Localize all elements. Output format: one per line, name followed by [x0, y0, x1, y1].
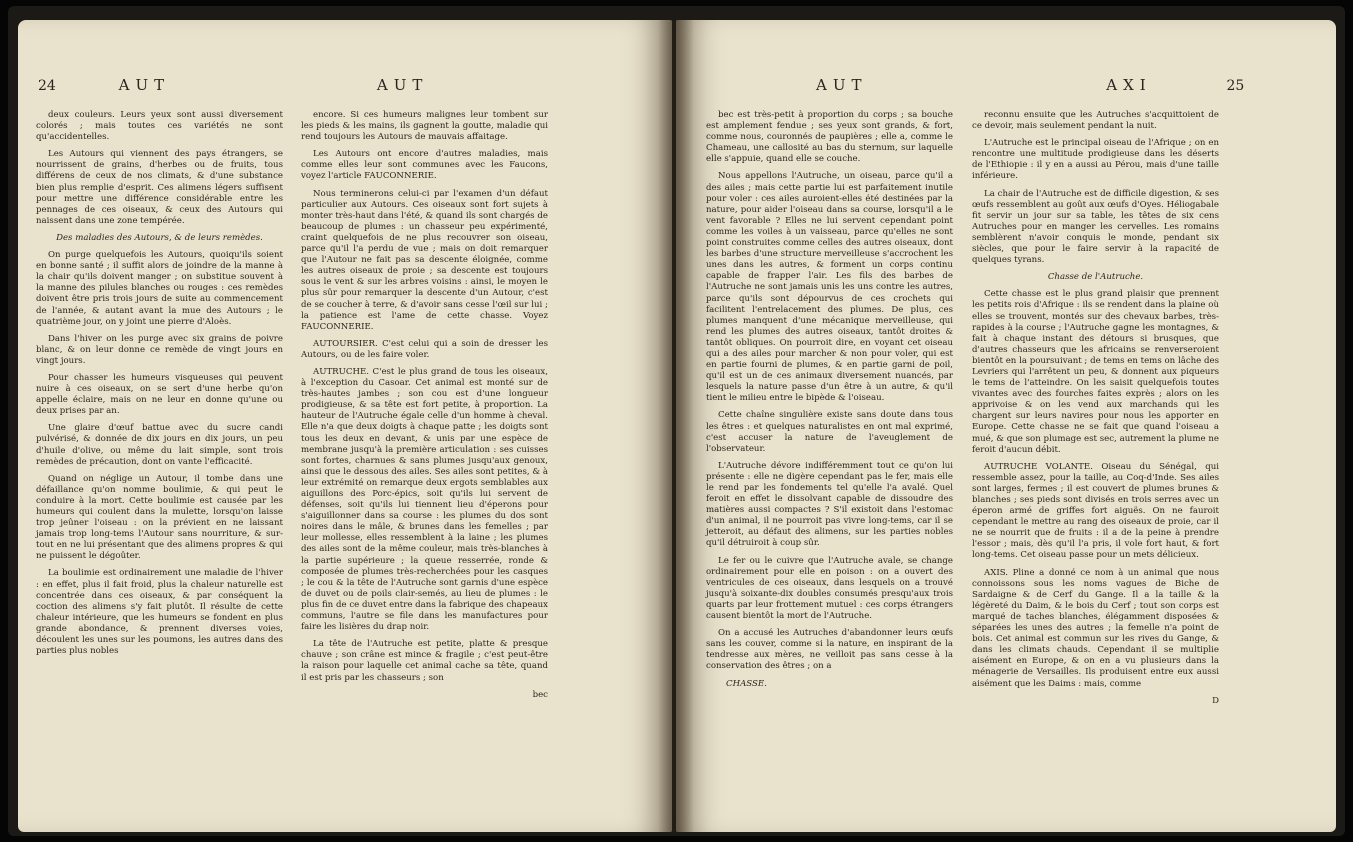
paragraph: La chair de l'Autruche est de difficile digestion, & ses œufs ressemblent au goût aux œufs d'Oyes. Héliogabale fit servir un jour sur sa table, les têtes de six cens Autruches pour en manger les cervelles. Les romains semblèrent n'avoir conquis le monde, pendant six siècles, que pour le faire servir à la rapacité de quelques tyrans. [972, 188, 1219, 266]
right-column-1 [706, 110, 953, 690]
left-page [18, 20, 672, 832]
right-page-header [816, 76, 1244, 94]
catchword: CHASSE. [726, 678, 767, 689]
left-page-number: 24 [38, 78, 56, 94]
paragraph: AXIS. Pline a donné ce nom à un animal que nous connoissons sous les noms vagues de Biche de Sardaigne & de Cerf du Gange. Il a la taille & la légèreté du Daim, & le bois du Cerf ; tout son corps est marqué de taches blanches, élégamment disposées & séparées les unes des autres ; la femelle n'a point de bois. Cet animal est commun sur les rives du Gange, & dans les climats chauds. Cependant il se multiplie aisément en Europe, & on en a vu plusieurs dans la ménagerie de Versailles. Ils produisent entre eux aussi aisément que les Daims : mais, comme [972, 567, 1219, 689]
paragraph: encore. Si ces humeurs malignes leur tombent sur les pieds & les mains, ils gagnent la goutte, maladie qui rend toujours les Autours de mauvais affaitage. [301, 110, 548, 143]
right-header-word-1: AUT [816, 76, 868, 94]
signature-mark: D [1212, 695, 1219, 706]
left-column-1 [36, 110, 283, 663]
paragraph: La boulimie est ordinairement une maladie de l'hiver : en effet, plus il fait froid, plus la chaleur naturelle est concentrée dans ces oiseaux, & par conséquent la coction des alimens s'y fait plutôt. Il résulte de cette chaleur intérieure, que les humeurs se fondent en plus grande abondance, & prennent diverses voies, découlent les unes sur les poumons, les autres dans des parties plus nobles [36, 568, 283, 657]
paragraph: Cette chasse est le plus grand plaisir que prennent les petits rois d'Afrique : ils se rendent dans la plaine où elles se trouvent, montés sur des chevaux barbes, très-rapides à la course ; l'Autruche gagne les montagnes, & fait à chaque instant des détours si brusques, que d'autres chasseurs que les africains se renverseroient bientôt en la poursuivant ; de tems en tems on lâche des Levriers qui l'arrêtent un peu, & donnent aux piqueurs le tems de l'atteindre. On les saisit quelquefois toutes vivantes avec des fourches faites exprès ; alors on les apprivoise & on les vend aux marchands qui les chargent sur leurs navires pour nous les apporter en Europe. Cette chasse ne se fait que quand l'oiseau a mué, & que son plumage est sec, autrement la plume ne feroit d'aucun débit. [972, 289, 1219, 455]
paragraph: Quand on néglige un Autour, il tombe dans une défaillance qu'on nomme boulimie, & qui peut le conduire à la mort. Cette boulimie est causée par les humeurs qui coulent dans la mulette, lorsqu'on laisse trop jeûner l'oiseau : on la prévient en ne laissant jamais trop long-tems l'Autour sans nourriture, & sur-tout en ne lui présentant que des alimens propres & qui ne puissent le dégoûter. [36, 473, 283, 562]
paragraph: L'Autruche dévore indifféremment tout ce qu'on lui présente : elle ne digère cependant pas le fer, mais elle le rend par les fondements tel qu'elle l'a avalé. Quel feroit en effet le dissolvant capable de dissoudre des matières aussi compactes ? S'il existoit dans l'estomac d'un animal, il ne pourroit pas vivre long-tems, car il se jetteroit, au défaut des alimens, sur les parties nobles qu'il détruiroit à coup sûr. [706, 460, 953, 549]
paragraph: La tête de l'Autruche est petite, platte & presque chauve ; son crâne est mince & fragile ; c'est peut-être la raison pour laquelle cet animal cache sa tête, quand il est pris par les chasseurs ; son [301, 639, 548, 683]
paragraph: On purge quelquefois les Autours, quoiqu'ils soient en bonne santé ; il suffit alors de joindre de la manne à la chair qu'ils doivent manger ; on substitue souvent à la manne des pilules blanches ou rouges : ces remèdes doivent être pris trois jours de suite au commencement de l'année, & autant avant la mue des Autours ; le quatrième jour, on y joint une pierre d'Aloès. [36, 250, 283, 327]
paragraph: deux couleurs. Leurs yeux sont aussi diversement colorés ; mais toutes ces variétés ne sont qu'accidentelles. [36, 110, 283, 143]
right-page [676, 20, 1336, 832]
left-page-header [38, 76, 428, 94]
paragraph: bec est très-petit à proportion du corps ; sa bouche est amplement fendue ; ses yeux sont grands, & fort, comme nous, couronnés de paupières ; elle a, comme le Chameau, une callosité au bas du sternum, sur laquelle elle s'appuie, quand elle se couche. [706, 110, 953, 165]
left-column-2 [301, 110, 548, 701]
paragraph: AUTOURSIER. C'est celui qui a soin de dresser les Autours, ou de les faire voler. [301, 338, 548, 360]
paragraph: Nous terminerons celui-ci par l'examen d'un défaut particulier aux Autours. Ces oiseaux sont fort sujets à monter très-haut dans l'été, & quand ils sont chargés de beaucoup de plumes : un chasseur peu expérimenté, craint quelquefois de ne plus recouvrer son oiseau, parce qu'il l'a perdu de vue ; mais on doit remarquer que l'Autour ne fait pas sa descente éloignée, comme les autres oiseaux de proie ; sa descente est toujours sous le vent & sur les arbres voisins : ainsi, le moyen le plus sûr pour remarquer la descente d'un Autour, c'est de se coucher à terre, & d'avoir sans cesse l'œil sur lui ; la patience est l'ame de cette chasse. Voyez FAUCONNERIE. [301, 188, 548, 332]
left-header-word-1: AUT [118, 76, 171, 94]
paragraph: Les Autours qui viennent des pays étrangers, se nourrissent de grains, d'herbes ou de fruits, tous différens de ceux de nos climats, & d'une substance bien plus remplie d'esprit. Ces alimens légers suffisent pour mettre une différence considérable entre les pennages de ces oiseaux, & ceux des Autours qui naissent dans une zone tempérée. [36, 149, 283, 226]
paragraph: Nous appellons l'Autruche, un oiseau, parce qu'il a des ailes ; mais cette partie lui est parfaitement inutile pour voler : ces ailes auroient-elles été destinées par la nature, pour aider l'oiseau dans sa course, lorsqu'il a le vent favorable ? Elles ne lui servent cependant point comme les voiles à un vaisseau, parce qu'elles ne sont point construites comme celles des autres oiseaux, dont les barbes d'une structure merveilleuse s'accrochent les unes dans les autres, & forment un corps continu capable de frapper l'air. Les fils des barbes de l'Autruche ne sont jamais unis les uns contre les autres, parce qu'ils sont dépourvus de ces crochets qui facilitent l'entrelacement des plumes. De plus, ces plumes manquent d'une mécanique merveilleuse, qui rend les plumes des autres oiseaux, tantôt droites & tantôt obliques. On pourroit dire, en voyant cet oiseau qui a des ailes pour marcher & non pour voler, qui est en partie fourni de plumes, & en partie garni de poil, qu'il est un de ces animaux diversement nuancés, par lesquels la nature passe d'un être à un autre, & qu'il tient le milieu entre le bipède & l'oiseau. [706, 171, 953, 404]
section-heading: Des maladies des Autours, & de leurs remèdes. [56, 232, 263, 243]
paragraph: Une glaire d'œuf battue avec du sucre candi pulvérisé, & donnée de dix jours en dix jours, un peu d'huile d'olive, ou même du lait simple, sont trois remèdes de précaution, dont on vante l'efficacité. [36, 423, 283, 467]
section-heading: Chasse de l'Autruche. [1047, 272, 1144, 283]
right-column-2 [972, 110, 1219, 707]
paragraph: reconnu ensuite que les Autruches s'acquittoient de ce devoir, mais seulement pendant la nuit. [972, 110, 1219, 132]
paragraph: Pour chasser les humeurs visqueuses qui peuvent nuire à ces oiseaux, on se sert d'une herbe qu'on appelle éclaire, mais on ne leur en donne qu'une ou deux prises par an. [36, 372, 283, 417]
paragraph: Le fer ou le cuivre que l'Autruche avale, se change ordinairement pour elle en poison : on a ouvert des ventricules de ces oiseaux, dans lesquels on a trouvé jusqu'à soixante-dix doubles consumés presqu'aux trois quarts par leur frottement mutuel : ces corps étrangers causent bientôt la mort de l'Autruche. [706, 555, 953, 622]
left-header-word-2: AUT [376, 76, 429, 94]
paragraph: Dans l'hiver on les purge avec six grains de poivre blanc, & on leur donne ce remède de vingt jours en vingt jours. [36, 333, 283, 366]
paragraph: L'Autruche est le principal oiseau de l'Afrique ; on en rencontre une multitude prodigieuse dans les déserts de l'Ethiopie : il y en a aussi au Pérou, mais d'une taille inférieure. [972, 138, 1219, 182]
open-book [8, 6, 1345, 836]
catchword: bec [532, 689, 548, 700]
right-page-number: 25 [1226, 78, 1245, 94]
paragraph: AUTRUCHE. C'est le plus grand de tous les oiseaux, à l'exception du Casoar. Cet animal est monté sur de très-hautes jambes ; son cou est d'une longueur prodigieuse, & sa tête est fort petite, à proportion. La hauteur de l'Autruche égale celle d'un homme à cheval. Elle n'a que deux doigts à chaque patte ; les doigts sont tous les deux en devant, & unis par une espèce de membrane jusqu'à la première articulation : ses cuisses sont fortes, charnues & sans plumes jusqu'aux genoux, ainsi que le dessous des ailes. Ses ailes sont petites, & à leur extrémité on remarque deux ergots semblables aux aiguillons des Porc-épics, soit qu'ils lui servent de défenses, soit qu'ils lui tiennent lieu d'éperons pour s'aiguillonner dans sa course : les plumes du dos sont noires dans le mâle, & brunes dans les femelles ; par leur mollesse, elles ressemblent à la laine ; les plumes des ailes sont de la même couleur, mais très-blanches à la partie supérieure ; la queue resserrée, ronde & composée de plumes très-recherchées pour les casques ; le cou & la tête de l'Autruche sont garnis d'une espèce de duvet ou de poils clair-semés, au lieu de plumes : le plus fin de ce duvet entre dans la fabrique des chapeaux communs, l'autre se file dans les manufactures pour faire les lisières du drap noir. [301, 366, 548, 633]
paragraph: Les Autours ont encore d'autres maladies, mais comme elles leur sont communes avec les Faucons, voyez l'article FAUCONNERIE. [301, 149, 548, 182]
paragraph: On a accusé les Autruches d'abandonner leurs œufs sans les couver, comme si la nature, en inspirant de la tendresse aux mères, ne veilloit pas sans cesse à la conservation des êtres ; on a [706, 628, 953, 672]
paragraph: Cette chaîne singulière existe sans doute dans tous les êtres : et quelques naturalistes en ont mal exprimé, c'est accuser la nature de l'aveuglement de l'observateur. [706, 410, 953, 454]
paragraph: AUTRUCHE VOLANTE. Oiseau du Sénégal, qui ressemble assez, pour la taille, au Coq-d'Inde. Ses ailes sont larges, fermes ; il est couvert de plumes brunes & blanches ; ses pieds sont divisés en trois serres avec un éperon armé de griffes fort aiguës. On ne fauroit cependant le mettre au rang des oiseaux de proie, car il ne se nourrit que de fruits : il a de la peine à prendre l'essor ; mais, dès qu'il l'a pris, il vole fort haut, & fort long-tems. Cet oiseau passe pour un mets délicieux. [972, 461, 1219, 561]
right-header-word-2: AXI [1106, 76, 1152, 94]
